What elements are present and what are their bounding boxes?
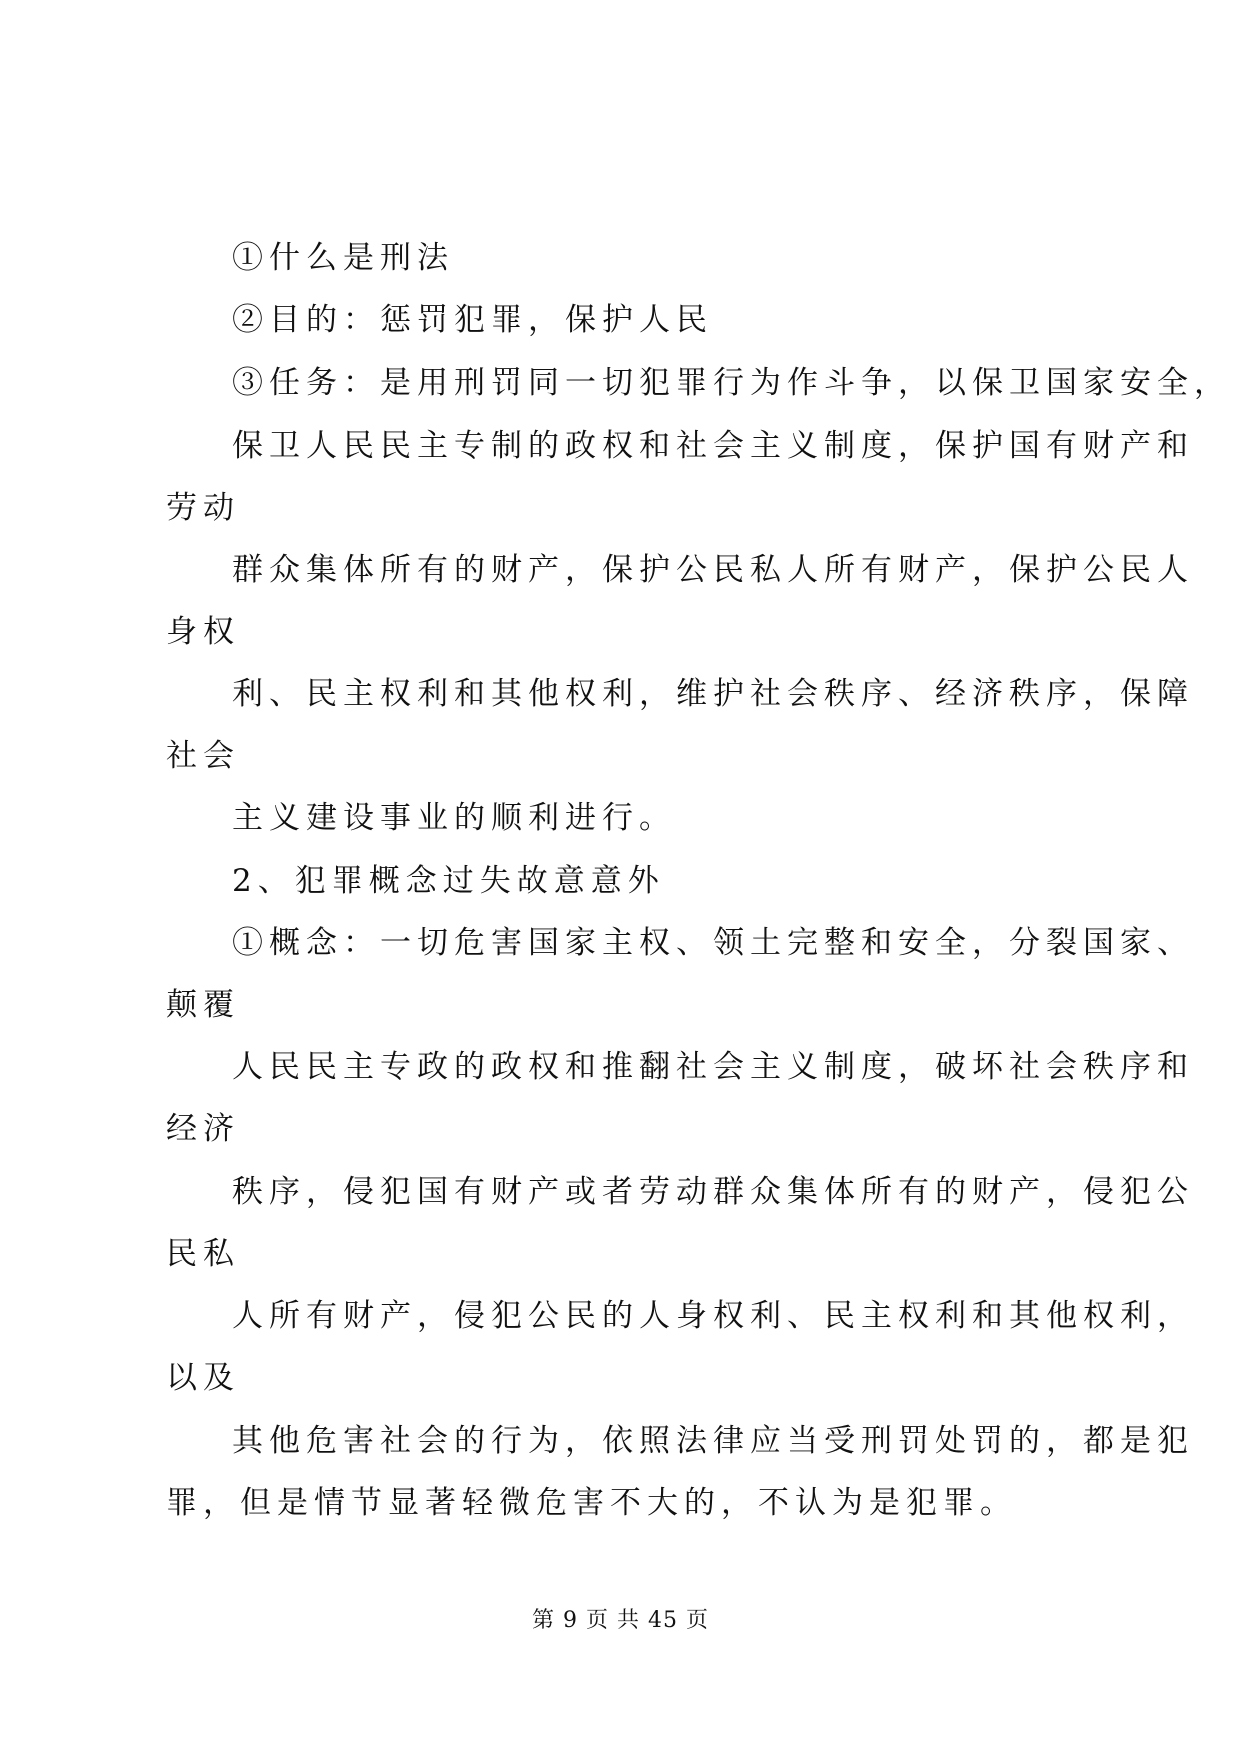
text-line-16: 秩序，侵犯国有财产或者劳动群众集体所有的财产，侵犯公	[232, 1174, 1194, 1210]
page-footer: 第 9 页 共 45 页	[532, 1608, 709, 1633]
text-line-8: 利、民主权利和其他权利，维护社会秩序、经济秩序，保障	[232, 676, 1194, 712]
text-line-2: ②目的：惩罚犯罪，保护人民	[232, 302, 713, 338]
text-line-17: 民私	[166, 1236, 240, 1272]
text-line-9: 社会	[166, 738, 240, 774]
text-line-4: 保卫人民民主专制的政权和社会主义制度，保护国有财产和	[232, 428, 1194, 464]
text-line-6: 群众集体所有的财产，保护公民私人所有财产，保护公民人	[232, 552, 1194, 588]
text-line-15: 经济	[166, 1111, 240, 1147]
text-line-3: ③任务：是用刑罚同一切犯罪行为作斗争，以保卫国家安全，	[232, 365, 1231, 401]
text-line-1: ①什么是刑法	[232, 240, 454, 276]
text-line-12: ①概念：一切危害国家主权、领土完整和安全，分裂国家、	[232, 925, 1194, 961]
text-line-19: 以及	[166, 1360, 240, 1396]
text-line-13: 颠覆	[166, 987, 240, 1023]
text-line-7: 身权	[166, 614, 240, 650]
text-line-18: 人所有财产，侵犯公民的人身权利、民主权利和其他权利，	[232, 1298, 1194, 1334]
text-line-20: 其他危害社会的行为，依照法律应当受刑罚处罚的，都是犯	[232, 1423, 1194, 1459]
text-line-5: 劳动	[166, 490, 240, 526]
text-line-21: 罪，但是情节显著轻微危害不大的，不认为是犯罪。	[166, 1485, 1017, 1521]
text-line-14: 人民民主专政的政权和推翻社会主义制度，破坏社会秩序和	[232, 1049, 1194, 1085]
text-line-10: 主义建设事业的顺利进行。	[232, 800, 676, 836]
text-line-11: 2、犯罪概念过失故意意外	[232, 863, 665, 899]
